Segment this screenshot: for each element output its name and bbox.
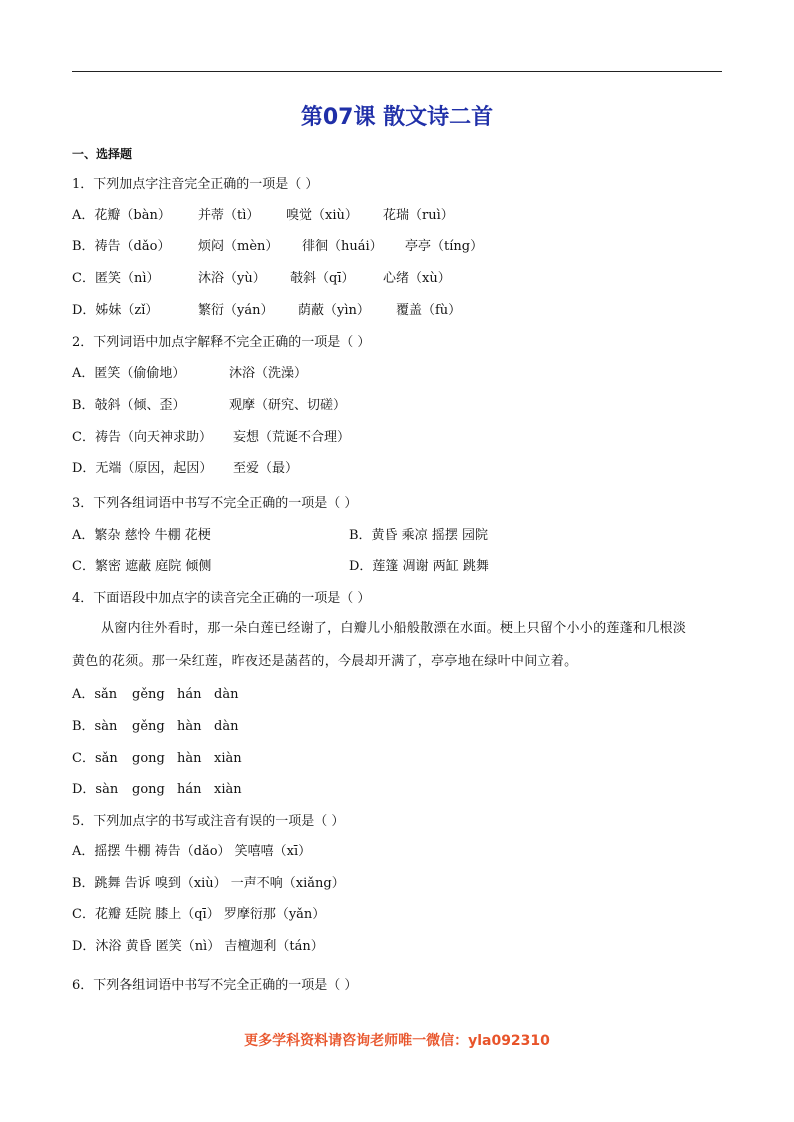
- question-1-option-b: [72, 238, 672, 256]
- question-5-option-c: C．花瓣 廷院 膝上（qī） 罗摩衍那（yǎn）: [72, 907, 326, 922]
- question-4-passage-line-2: 黄色的花须。那一朵红莲，昨夜还是菡萏的，今晨却开满了，亭亭地在绿叶中间立着。: [72, 654, 578, 669]
- question-2-option-d: [72, 460, 672, 478]
- question-4-passage-line-1: 从窗内往外看时，那一朵白莲已经谢了，白瓣儿小船般散漂在水面。梗上只留个小小的莲蓬和几根淡: [101, 621, 687, 636]
- q4-a-2: gěng: [132, 687, 165, 702]
- q4-d-4: xiàn: [214, 782, 242, 797]
- q1-a-4: 花瑞（ruì）: [383, 208, 454, 223]
- question-3-stem: 3．下列各组词语中书写不完全正确的一项是（ ）: [72, 496, 358, 511]
- q2-d-1: D．无端（原因，起因）: [72, 461, 213, 476]
- q1-a-3: 嗅觉（xiù）: [286, 208, 358, 223]
- q2-b-1: B．攲斜（倾、歪）: [72, 398, 186, 413]
- question-4-option-b: [72, 718, 472, 736]
- q4-b-4: dàn: [214, 719, 239, 734]
- q4-b-2: gěng: [132, 719, 165, 734]
- question-2-option-a: [72, 365, 672, 383]
- q2-b-2: 观摩（研究、切磋）: [229, 398, 347, 413]
- q2-d-2: 至爱（最）: [233, 461, 299, 476]
- question-6-stem: 6．下列各组词语中书写不完全正确的一项是（ ）: [72, 978, 358, 993]
- q4-a-1: A．sǎn: [72, 687, 118, 702]
- q1-c-4: 心绪（xù）: [383, 271, 451, 286]
- q4-b-1: B．sàn: [72, 719, 118, 734]
- question-5-option-b: B．跳舞 告诉 嗅到（xiù） 一声不响（xiǎng）: [72, 876, 345, 891]
- question-1-option-d: [72, 302, 672, 320]
- q1-d-4: 覆盖（fù）: [396, 303, 462, 318]
- q4-c-1: C．sǎn: [72, 751, 118, 766]
- question-2-stem: 2．下列词语中加点字解释不完全正确的一项是（ ）: [72, 335, 371, 350]
- q1-a-2: 并蒂（tì）: [198, 208, 260, 223]
- q4-d-3: hán: [177, 782, 202, 797]
- q4-a-4: dàn: [214, 687, 239, 702]
- question-1-option-c: [72, 270, 672, 288]
- q1-b-4: 亭亭（tíng）: [405, 239, 484, 254]
- question-4-option-c: [72, 750, 472, 768]
- question-1-stem: 1．下列加点字注音完全正确的一项是（ ）: [72, 177, 319, 192]
- q2-a-1: A．匿笑（偷偷地）: [72, 366, 186, 381]
- q1-b-2: 烦闷（mèn）: [198, 239, 279, 254]
- q1-b-1: B．祷告（dǎo）: [72, 239, 171, 254]
- question-2-option-b: [72, 397, 672, 415]
- header-rule: [72, 71, 722, 72]
- question-5-option-a: A．摇摆 牛棚 祷告（dǎo） 笑嘻嘻（xī）: [72, 844, 312, 859]
- q4-c-3: hàn: [177, 751, 202, 766]
- question-3-option-b: B．黄昏 乘凉 摇摆 园院: [349, 528, 488, 543]
- question-5-option-d: D．沐浴 黄昏 匿笑（nì） 吉檀迦利（tán）: [72, 939, 324, 954]
- q4-d-2: gong: [132, 782, 165, 797]
- question-5-stem: 5．下列加点字的书写或注音有误的一项是（ ）: [72, 814, 345, 829]
- q1-c-1: C．匿笑（nì）: [72, 271, 160, 286]
- q2-c-1: C．祷告（向天神求助）: [72, 430, 212, 445]
- question-1-option-a: [72, 207, 672, 225]
- q2-a-2: 沐浴（洗澡）: [229, 366, 308, 381]
- q1-c-2: 沐浴（yù）: [198, 271, 266, 286]
- question-4-option-d: [72, 781, 472, 799]
- section-heading: 一、选择题: [72, 147, 133, 161]
- question-3-option-d: D．莲篷 凋谢 两缸 跳舞: [349, 559, 489, 574]
- page-title: 第07课 散文诗二首: [300, 105, 494, 130]
- q1-c-3: 攲斜（qī）: [290, 271, 355, 286]
- q4-c-4: xiàn: [214, 751, 242, 766]
- q1-b-3: 徘徊（huái）: [302, 239, 383, 254]
- q4-d-1: D．sàn: [72, 782, 119, 797]
- q1-d-2: 繁衍（yán）: [198, 303, 274, 318]
- q4-a-3: hán: [177, 687, 202, 702]
- question-4-stem: 4．下面语段中加点字的读音完全正确的一项是（ ）: [72, 591, 371, 606]
- question-3-option-a: A．繁杂 慈怜 牛棚 花梗: [72, 528, 211, 543]
- q1-d-3: 荫蔽（yìn）: [298, 303, 370, 318]
- q4-c-2: gong: [132, 751, 165, 766]
- question-2-option-c: [72, 429, 672, 447]
- q1-d-1: D．姊妹（zǐ）: [72, 303, 159, 318]
- footer-contact-note: 更多学科资料请咨询老师唯一微信：yla092310: [244, 1033, 550, 1049]
- q2-c-2: 妄想（荒诞不合理）: [233, 430, 351, 445]
- question-3-option-c: C．繁密 遮蔽 庭院 倾侧: [72, 559, 212, 574]
- q1-a-1: A．花瓣（bàn）: [72, 208, 171, 223]
- q4-b-3: hàn: [177, 719, 202, 734]
- question-4-option-a: [72, 686, 472, 704]
